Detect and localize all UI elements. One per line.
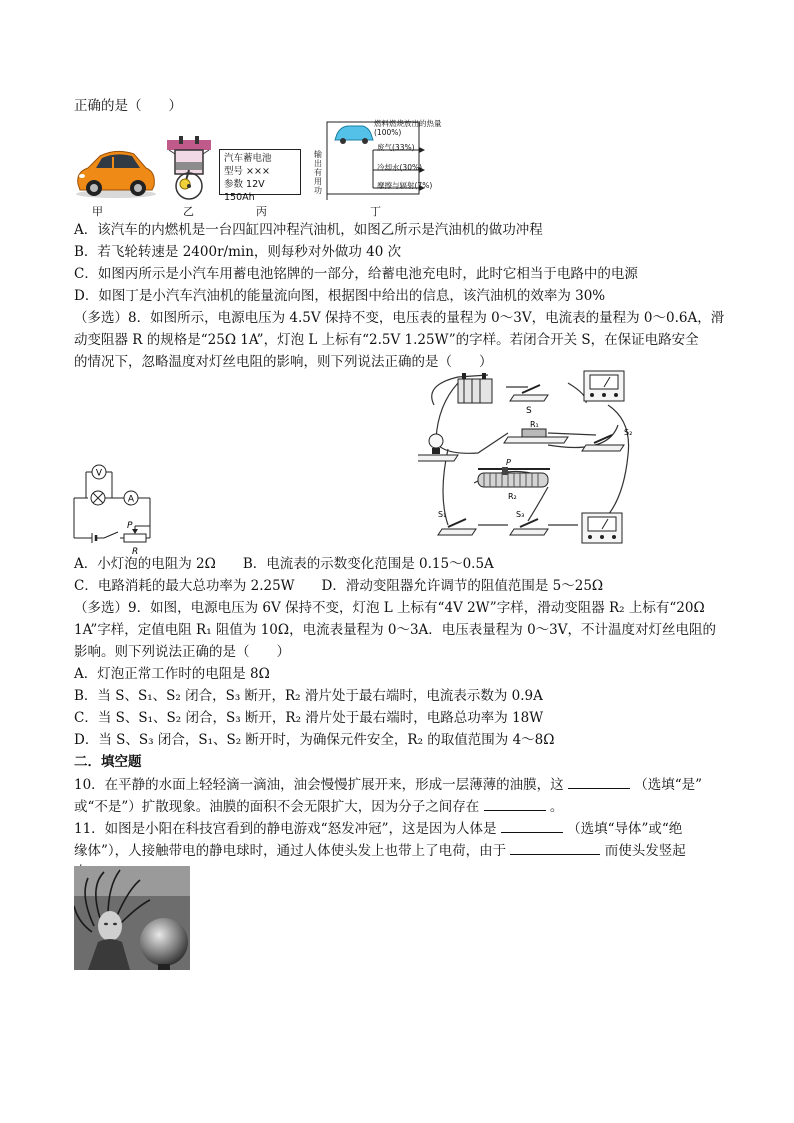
caption-yi: 乙	[183, 205, 194, 218]
q9-stem-line3: 影响。则下列说法正确的是（ ）	[74, 644, 290, 660]
q7-stem-tail: 正确的是（ ）	[74, 98, 182, 114]
q11-text-b: （选填“导体”或“绝	[567, 821, 683, 837]
q7-option-b: B．若飞轮转速是 2400r/min，则每秒对外做功 40 次	[74, 244, 402, 260]
q11-line1	[74, 819, 682, 838]
q7-option-d: D．如图丁是小汽车汽油机的能量流向图，根据图中给出的信息，该汽油机的效率为 30%	[74, 288, 606, 304]
rheostat-r2-label: R₂	[508, 492, 517, 501]
q9-option-b: B．当 S、S₁、S₂ 闭合，S₃ 断开，R₂ 滑片处于最右端时，电流表示数为 0.9A	[74, 688, 543, 704]
q7-option-c: C．如图丙所示是小汽车用蓄电池铭牌的一部分，给蓄电池充电时，此时它相当于电路中的电源	[74, 266, 638, 282]
q10-blank-2[interactable]	[484, 797, 546, 811]
q10-text-d: 。	[549, 799, 564, 815]
car-image	[72, 142, 158, 200]
q10-blank-1[interactable]	[568, 775, 630, 789]
q11-blank-1[interactable]	[501, 819, 563, 833]
switch-s-label: S	[526, 406, 532, 416]
energy-flow-diagram	[313, 120, 451, 200]
battery-nameplate	[219, 149, 301, 203]
switch-s2-label: S₂	[624, 428, 633, 437]
energy-output-friction: 摩擦与辐射(7%)	[377, 181, 433, 190]
energy-input-label: 燃料燃烧放出的热量(100%)	[374, 119, 442, 137]
switch-s1-label: S₁	[438, 510, 447, 519]
q10-line1	[74, 775, 702, 794]
q9-stem-line1: （多选）9．如图，电源电压为 6V 保持不变，灯泡 L 上标有“4V 2W”字样，滑动变阻器 R₂ 上标有“20Ω	[74, 600, 705, 616]
ammeter-label: A	[127, 494, 135, 505]
q7-option-a: A．该汽车的内燃机是一台四缸四冲程汽油机，如图乙所示是汽油机的做功冲程	[74, 222, 543, 238]
q8-stem-line1: （多选）8．如图所示，电源电压为 4.5V 保持不变，电压表的量程为 0～3V，电流表的量程为 0～0.6A，滑	[74, 310, 725, 326]
q9-option-d: D．当 S、S₃ 闭合，S₁、S₂ 断开时，为确保元件安全，R₂ 的取值范围为 4～8Ω	[74, 732, 555, 748]
q10-line2	[74, 797, 563, 816]
q10-text-b: （选填“是”	[634, 777, 703, 793]
energy-output-exhaust: 废气(33%)	[377, 143, 415, 152]
q8-options-ab: A．小灯泡的电阻为 2Ω B．电流表的示数变化范围是 0.15～0.5A	[74, 556, 494, 572]
q9-option-c: C．当 S、S₁、S₂ 闭合，S₃ 断开，R₂ 滑片处于最右端时，电路总功率为 18W	[74, 710, 544, 726]
nameplate-model: 型号 ×××	[224, 166, 270, 177]
slider-p-label: P	[127, 521, 133, 531]
q11-line2	[74, 841, 686, 860]
slider-p-photo-label: P	[506, 458, 511, 467]
q10-text-c: 或“不是”）扩散现象。油膜的面积不会无限扩大，因为分子之间存在	[74, 799, 480, 815]
energy-useful-work: 输出有用功	[314, 150, 322, 195]
caption-bing: 丙	[256, 205, 267, 218]
q9-circuit-photo	[418, 365, 638, 551]
resistor-r1-label: R₁	[530, 420, 539, 429]
energy-output-coolant: 冷却水(30%)	[377, 163, 423, 172]
caption-ding: 丁	[370, 205, 381, 218]
q8-stem-line3: 的情况下，忽略温度对灯丝电阻的影响，则下列说法正确的是（ ）	[74, 354, 493, 370]
nameplate-params: 参数 12V 150Ah	[224, 179, 265, 203]
static-hair-photo	[74, 866, 190, 970]
q11-text-a: 11．如图是小阳在科技宫看到的静电游戏“怒发冲冠”，这是因为人体是	[74, 821, 497, 837]
voltmeter-label: V	[95, 468, 103, 479]
nameplate-title: 汽车蓄电池	[224, 153, 272, 164]
switch-s3-label: S₃	[516, 510, 525, 519]
q11-text-c: 缘体”），人接触带电的静电球时，通过人体使头发上也带上了电荷，由于	[74, 843, 507, 859]
q8-stem-line2: 动变阻器 R 的规格是“25Ω 1A”，灯泡 L 上标有“2.5V 1.25W”的字样。若闭合开关 S，在保证电路安全	[74, 332, 699, 348]
q9-stem-line2: 1A”字样，定值电阻 R₁ 阻值为 10Ω，电流表量程为 0～3A．电压表量程为 0～3V，不计温度对灯丝电阻的	[74, 622, 717, 638]
q8-options-cd: C．电路消耗的最大总功率为 2.25W D．滑动变阻器允许调节的阻值范围是 5～25Ω	[74, 578, 604, 594]
q11-text-d: 而使头发竖起	[604, 843, 686, 859]
rheostat-r-label: R	[132, 547, 139, 557]
caption-jia: 甲	[92, 205, 103, 218]
engine-stroke-diagram	[165, 136, 213, 202]
q8-circuit-schematic	[68, 462, 160, 558]
q11-blank-2[interactable]	[510, 841, 600, 855]
q9-option-a: A．灯泡正常工作时的电阻是 8Ω	[74, 666, 270, 682]
section-fill-in-title: 二．填空题	[74, 754, 142, 770]
q10-text-a: 10．在平静的水面上轻轻滴一滴油，油会慢慢扩展开来，形成一层薄薄的油膜，这	[74, 777, 564, 793]
